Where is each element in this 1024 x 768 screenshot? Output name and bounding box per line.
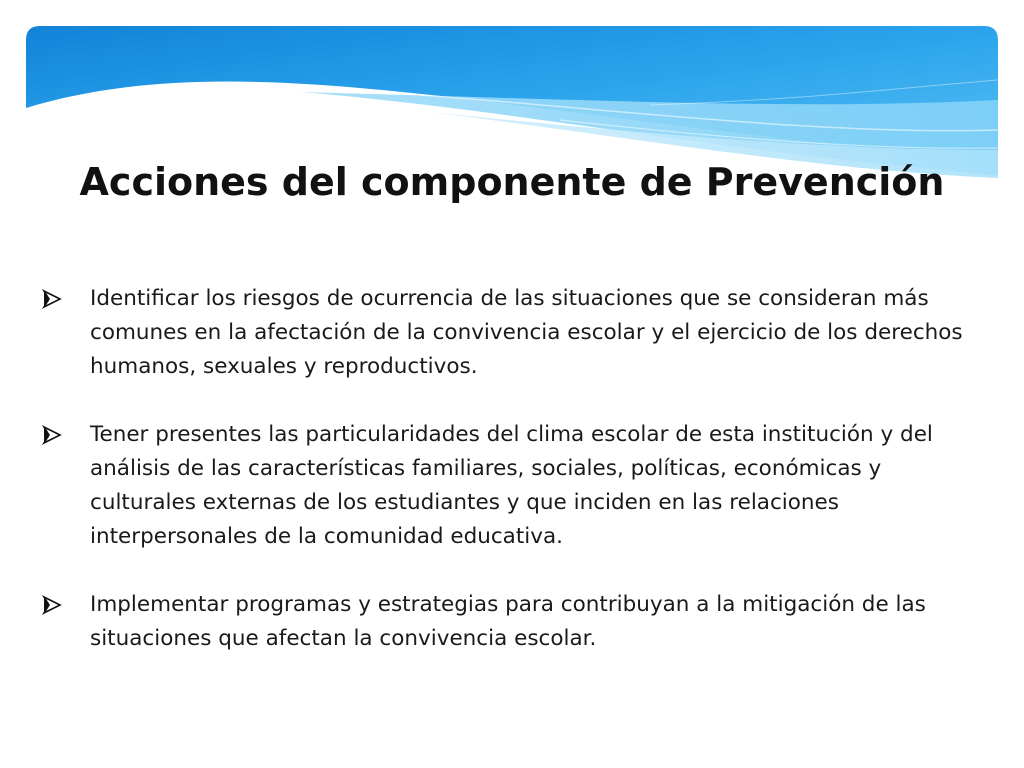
bullet-text: Implementar programas y estrategias para contribuyan a la mitigación de las situaciones que afectan la convivencia escolar. [90, 592, 926, 651]
bullet-item [40, 418, 990, 554]
arrowhead-bullet-icon [42, 595, 62, 615]
bullet-item [40, 282, 990, 384]
arrowhead-bullet-icon [42, 289, 62, 309]
bullet-text: Identificar los riesgos de ocurrencia de las situaciones que se consideran más comunes en la afectación de la convivencia escolar y el ejercicio de los derechos humanos, sexuales y reproductivos. [90, 286, 963, 379]
slide-title: Acciones del componente de Prevención [79, 160, 945, 204]
bullet-text: Tener presentes las particularidades del clima escolar de esta institución y del análisis de las características familiares, sociales, políticas, económicas y culturales externas de los estudiantes y que inciden en las relaciones interpersonales de la comunidad educativa. [90, 422, 933, 549]
bullet-item [40, 588, 990, 656]
bullet-list [40, 282, 990, 690]
arrowhead-bullet-icon [42, 425, 62, 445]
